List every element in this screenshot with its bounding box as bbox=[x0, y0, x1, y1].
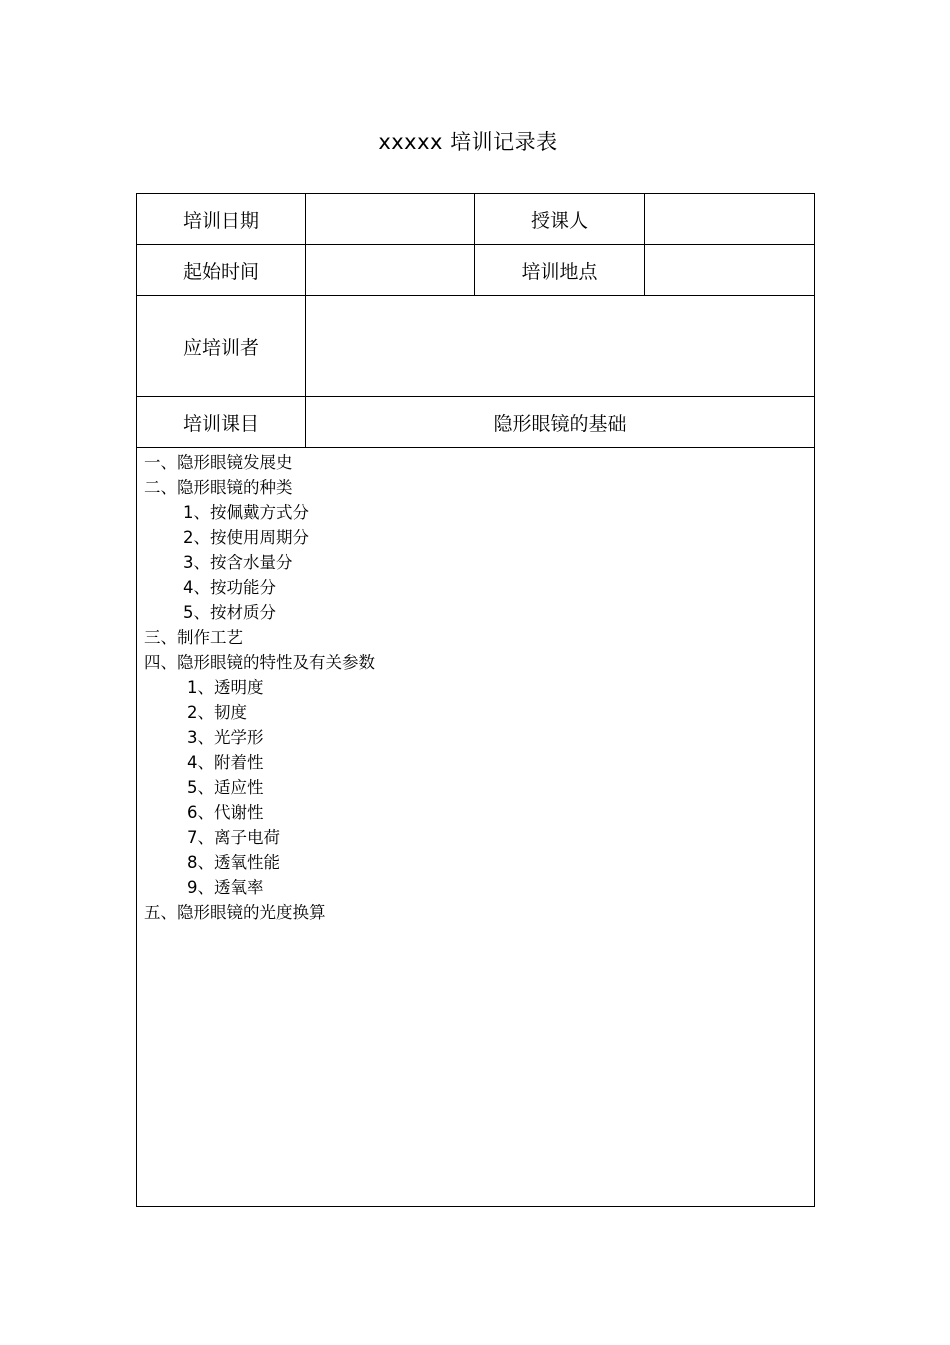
row-subject bbox=[137, 397, 815, 448]
start-time-label: 起始时间 bbox=[137, 245, 306, 296]
outline-subitem: 5、适应性 bbox=[187, 778, 264, 797]
date-value[interactable] bbox=[306, 194, 475, 245]
row-date-instructor bbox=[137, 194, 815, 245]
outline-subitem: 4、按功能分 bbox=[183, 578, 276, 597]
outline-subitem: 4、附着性 bbox=[187, 753, 264, 772]
training-record-table bbox=[136, 193, 815, 1207]
outline-subitem: 1、按佩戴方式分 bbox=[183, 503, 309, 522]
course-outline bbox=[137, 450, 814, 925]
outline-subitem: 9、透氧率 bbox=[187, 878, 264, 897]
outline-section: 一、隐形眼镜发展史 bbox=[144, 453, 293, 472]
location-label: 培训地点 bbox=[475, 245, 645, 296]
outline-subitem: 2、韧度 bbox=[187, 703, 247, 722]
outline-section: 五、隐形眼镜的光度换算 bbox=[144, 903, 326, 922]
row-time-location bbox=[137, 245, 815, 296]
outline-section: 三、制作工艺 bbox=[144, 628, 243, 647]
outline-subitem: 3、按含水量分 bbox=[183, 553, 293, 572]
outline-subitem: 8、透氧性能 bbox=[187, 853, 280, 872]
outline-subitem: 6、代谢性 bbox=[187, 803, 264, 822]
trainees-label: 应培训者 bbox=[137, 296, 306, 397]
document-title: xxxxx 培训记录表 bbox=[378, 130, 558, 154]
outline-subitem: 5、按材质分 bbox=[183, 603, 276, 622]
date-label: 培训日期 bbox=[137, 194, 306, 245]
outline-subitem: 1、透明度 bbox=[187, 678, 264, 697]
start-time-value[interactable] bbox=[306, 245, 475, 296]
outline-subitem: 3、光学形 bbox=[187, 728, 264, 747]
row-trainees bbox=[137, 296, 815, 397]
outline-section: 四、隐形眼镜的特性及有关参数 bbox=[144, 653, 375, 672]
outline-subitem: 2、按使用周期分 bbox=[183, 528, 309, 547]
row-content bbox=[137, 448, 815, 1207]
subject-label: 培训课目 bbox=[137, 397, 306, 448]
trainees-value[interactable] bbox=[306, 296, 815, 397]
content-cell bbox=[137, 448, 815, 1207]
subject-value[interactable]: 隐形眼镜的基础 bbox=[306, 397, 815, 448]
outline-subitem: 7、离子电荷 bbox=[187, 828, 280, 847]
instructor-value[interactable] bbox=[645, 194, 815, 245]
outline-section: 二、隐形眼镜的种类 bbox=[144, 478, 293, 497]
instructor-label: 授课人 bbox=[475, 194, 645, 245]
location-value[interactable] bbox=[645, 245, 815, 296]
